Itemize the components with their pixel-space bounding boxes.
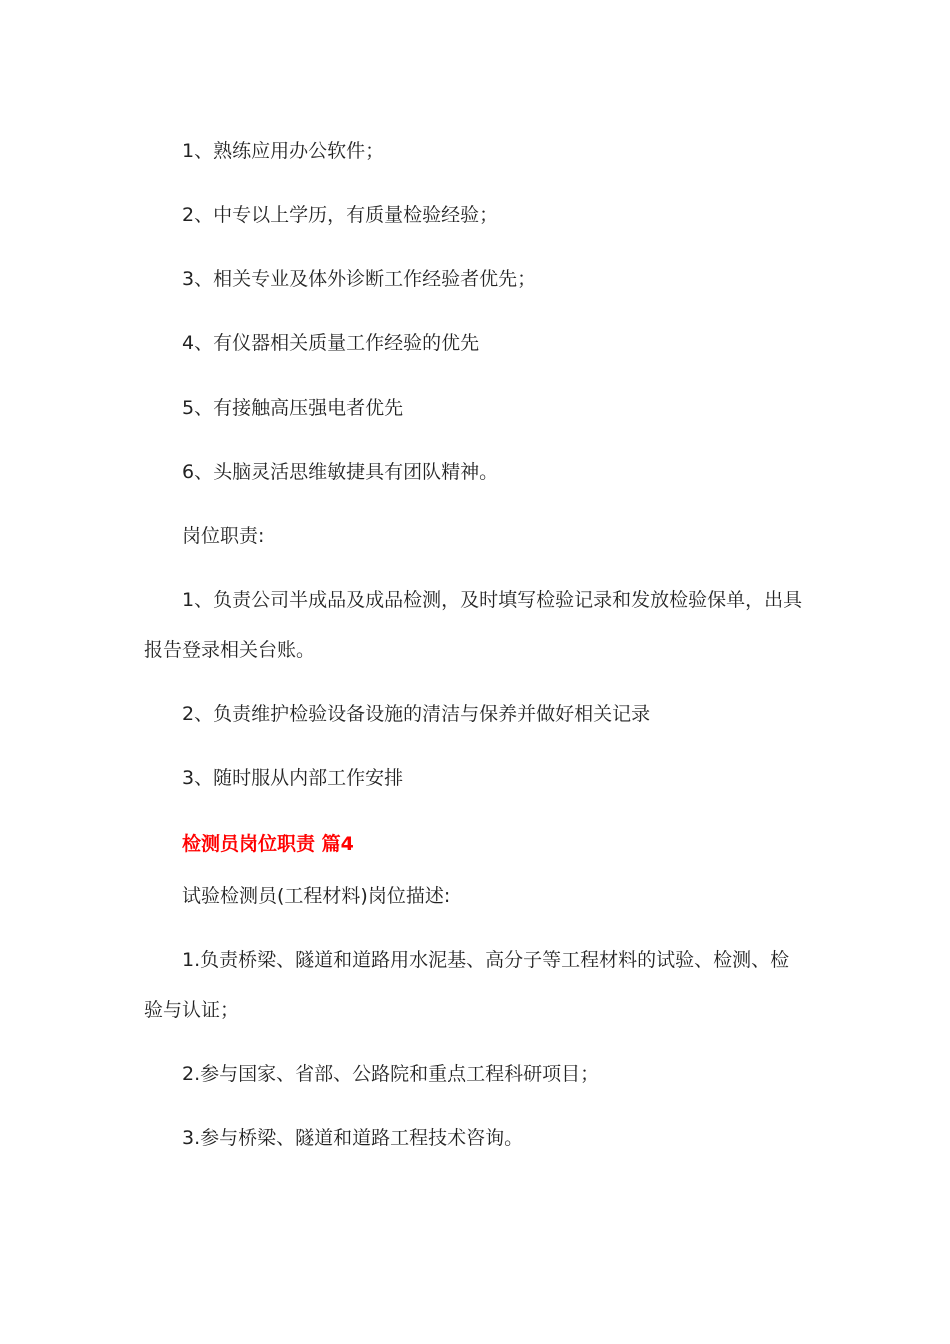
- duty-item-1-line-2: 报告登录相关台账。: [144, 639, 316, 661]
- description-title: 试验检测员(工程材料)岗位描述:: [182, 885, 451, 907]
- duties-title: 岗位职责:: [182, 525, 265, 547]
- requirement-item-2: 2、中专以上学历，有质量检验经验；: [182, 204, 499, 226]
- description-item-1-line-2: 验与认证；: [144, 999, 240, 1021]
- requirement-item-5: 5、有接触高压强电者优先: [182, 397, 404, 419]
- description-item-3: 3.参与桥梁、隧道和道路工程技术咨询。: [182, 1127, 524, 1149]
- description-item-1-line-1: 1.负责桥梁、隧道和道路用水泥基、高分子等工程材料的试验、检测、检: [182, 949, 790, 971]
- duty-item-2: 2、负责维护检验设备设施的清洁与保养并做好相关记录: [182, 703, 651, 725]
- requirement-item-1: 1、熟练应用办公软件；: [182, 140, 385, 162]
- requirement-item-3: 3、相关专业及体外诊断工作经验者优先；: [182, 268, 537, 290]
- duty-item-3: 3、随时服从内部工作安排: [182, 767, 404, 789]
- duty-item-1-line-1: 1、负责公司半成品及成品检测，及时填写检验记录和发放检验保单，出具: [182, 589, 803, 611]
- requirement-item-4: 4、有仪器相关质量工作经验的优先: [182, 332, 480, 354]
- description-item-2: 2.参与国家、省部、公路院和重点工程科研项目；: [182, 1063, 600, 1085]
- section-heading: 检测员岗位职责 篇4: [182, 833, 354, 855]
- requirement-item-6: 6、头脑灵活思维敏捷具有团队精神。: [182, 461, 499, 483]
